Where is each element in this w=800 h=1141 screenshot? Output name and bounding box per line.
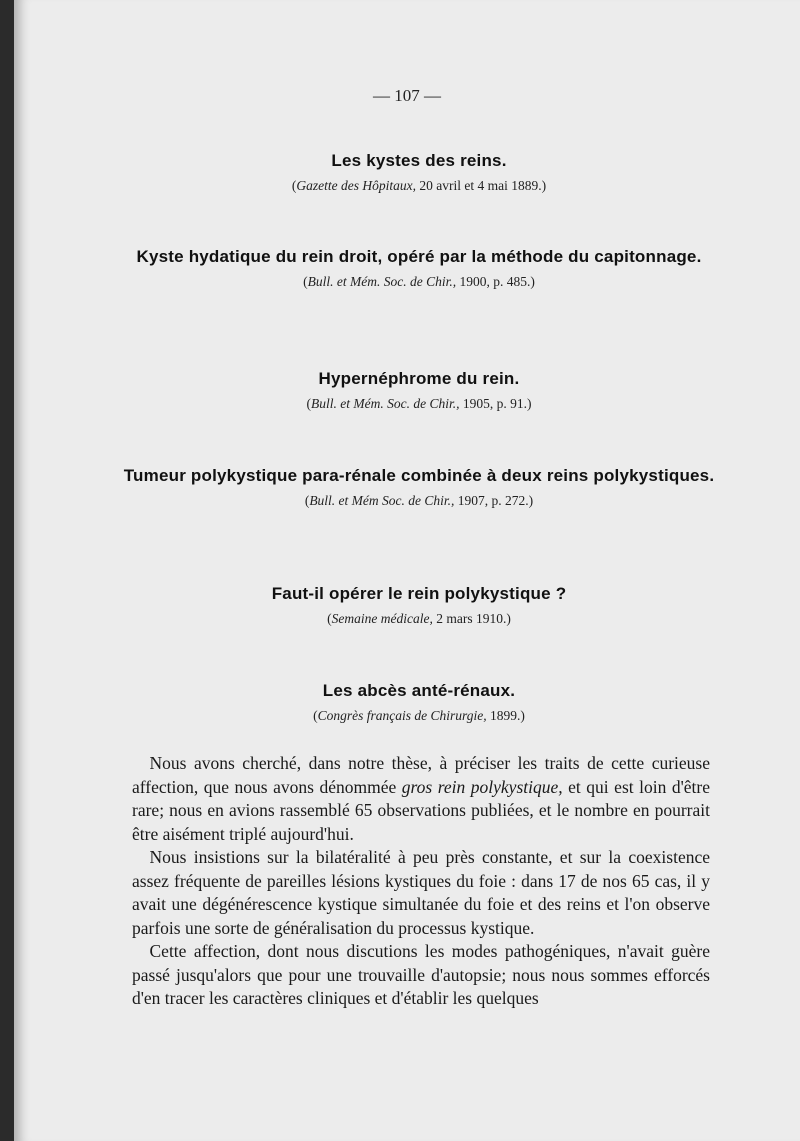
entry-details: 2 mars 1910.	[432, 611, 507, 626]
entry-title: Les kystes des reins.	[331, 151, 507, 170]
emphasis: gros rein polykystique,	[401, 776, 563, 797]
entry-title: Kyste hydatique du rein droit, opéré par la méthode du capitonnage.	[136, 247, 702, 266]
entry-reference: (Congrès français de Chirurgie, 1899.)	[313, 708, 525, 723]
bibliography-entry	[114, 583, 724, 629]
body-text	[132, 752, 710, 1011]
entry-reference: (Bull. et Mém. Soc. de Chir., 1905, p. 91.)	[306, 396, 532, 411]
document-page	[14, 0, 800, 1141]
bibliography-entry	[114, 150, 724, 196]
entry-source: Bull. et Mém Soc. de Chir.,	[309, 493, 455, 508]
entry-details: 1900, p. 485.	[456, 274, 531, 289]
entry-title: Faut-il opérer le rein polykystique ?	[271, 584, 567, 603]
entry-source: Congrès français de Chirurgie,	[317, 708, 487, 723]
entry-details: 20 avril et 4 mai 1889.	[416, 178, 542, 193]
bibliography-entry	[114, 680, 724, 726]
entry-source: Semaine médicale,	[331, 611, 433, 626]
paragraph: Nous avons cherché, dans notre thèse, à préciser les traits de cette curieuse affection, que nous avons dénommée gros rein polykystique, et qui est loin d'être rare; nous en avions rassemblé 65 observations publiées, et le nombre en pourrait être aisément triplé aujourd'hui.	[132, 753, 710, 844]
entry-title: Les abcès anté-rénaux.	[322, 681, 516, 700]
entry-reference: (Gazette des Hôpitaux, 20 avril et 4 mai 1889.)	[291, 178, 547, 193]
entry-details: 1899.	[486, 708, 521, 723]
page-number: — 107 —	[373, 86, 441, 105]
entry-reference: (Semaine médicale, 2 mars 1910.)	[327, 611, 511, 626]
entry-source: Gazette des Hôpitaux,	[296, 178, 416, 193]
bibliography-entry	[114, 246, 724, 292]
bibliography-entry	[114, 368, 724, 414]
entry-source: Bull. et Mém. Soc. de Chir.,	[307, 274, 457, 289]
entry-source: Bull. et Mém. Soc. de Chir.,	[311, 396, 460, 411]
entry-reference: (Bull. et Mém Soc. de Chir., 1907, p. 272.)	[304, 493, 534, 508]
paragraph: Cette affection, dont nous discutions les modes pathogéniques, n'avait guère passé jusqu'alors que pour une trouvaille d'autopsie; nous nous sommes efforcés d'en tracer les caractères cliniques et d'établir les quelques	[132, 941, 710, 1008]
bibliography-entry	[114, 465, 724, 511]
entry-details: 1905, p. 91.	[459, 396, 527, 411]
entry-title: Tumeur polykystique para-rénale combinée à deux reins polykystiques.	[123, 466, 715, 485]
entry-title: Hypernéphrome du rein.	[318, 369, 520, 388]
entry-reference: (Bull. et Mém. Soc. de Chir., 1900, p. 485.)	[303, 274, 535, 289]
paragraph: Nous insistions sur la bilatéralité à peu près constante, et sur la coexistence assez fréquente de pareilles lésions kystiques du foie : dans 17 de nos 65 cas, il y avait une dégénérescence kystique simultanée du foie et des reins et l'on observe parfois une sorte de généralisation du processus kystique.	[132, 847, 710, 938]
entry-details: 1907, p. 272.	[454, 493, 529, 508]
